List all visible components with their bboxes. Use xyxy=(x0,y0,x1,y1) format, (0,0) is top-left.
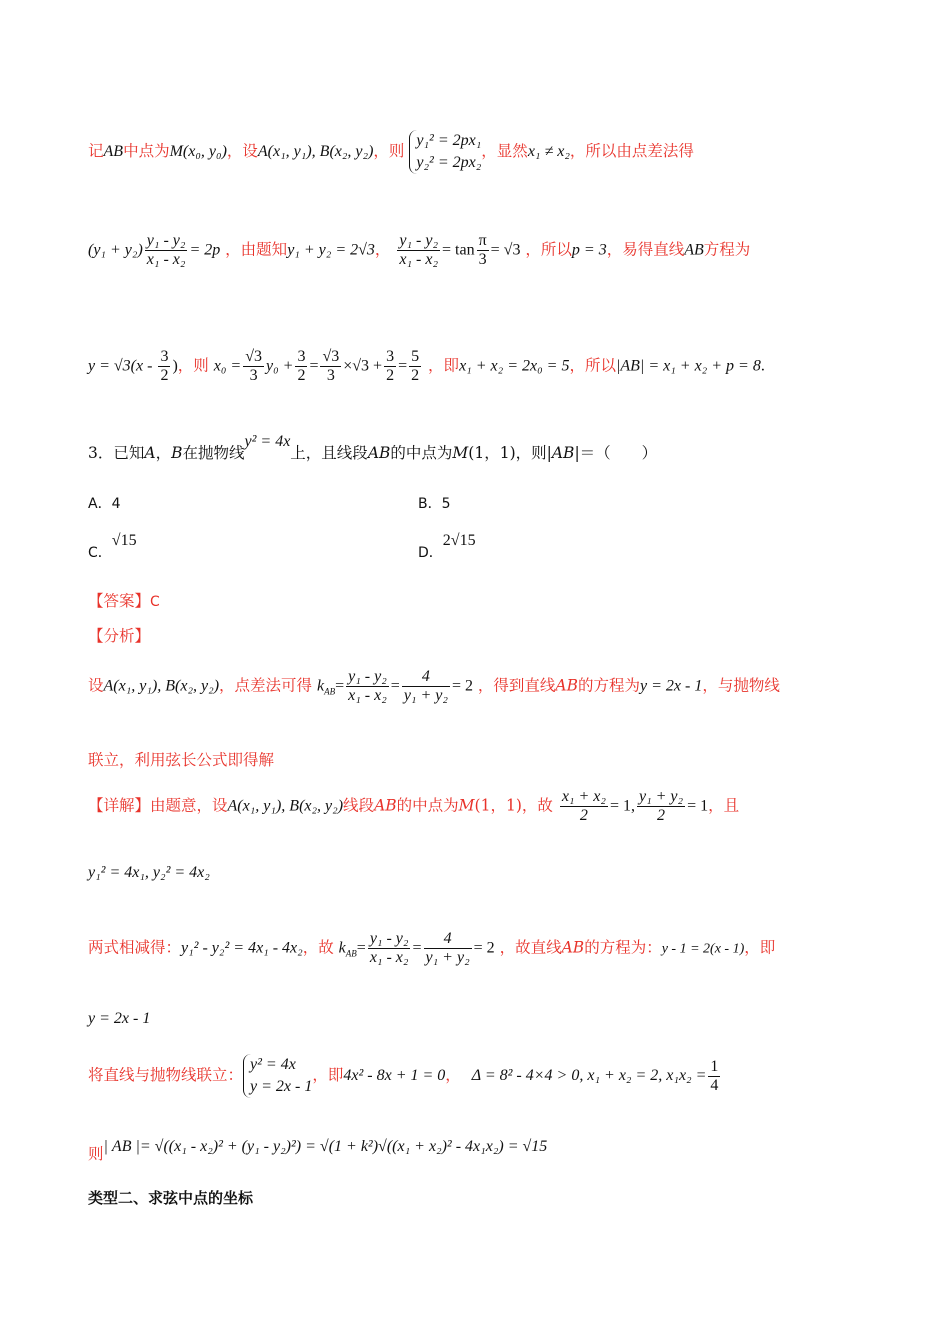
detail-squares: y₁² = 4x₁, y₂² = 4x₂ xyxy=(88,864,210,881)
line-point-difference: (y₁ + y₂) $\frac{\text{y₁ - y₂}}{\text{x₁ - x₂}}$ = 2p ，由题知y₁ + y₂ = 2√3， $\frac{\text{y₁ - y₂}}{\text{x₁ - x₂}}$ = tan $\frac{\pi}{3}$ = √3 ，所以p = 3，易得直线AB方程为 xyxy=(88,232,751,268)
option-b[interactable]: B．5 xyxy=(418,496,451,512)
analysis-line: 设A(x₁, y₁), B(x₂, y₂)，点差法可得 $k_{AB}=$ $\frac{\text{y₁ - y₂}}{\text{x₁ - x₂}}$ = $\frac{4}{\text{y₁ + y₂}}$ = 2 ，得到直线AB的方程为y = 2x - 1，与抛物线 xyxy=(88,668,780,704)
option-c[interactable]: C．√15 xyxy=(88,532,137,561)
fraction: $\frac{3}{2}$ xyxy=(160,348,169,384)
detail-chord-length: 则| AB |= √((x₁ - x₂)² + (y₁ - y₂)²) = √(1 + k²)√((x₁ + x₂)² - 4x₁x₂) = √15 xyxy=(88,1138,548,1163)
detail-line-1: 【详解】由题意，设A(x₁, y₁), B(x₂, y₂)线段AB的中点为M(1，1)，故 $\frac{\text{x₁ + x₂}}{2}$ = 1, $\frac{\text{y₁ + y₂}}{2}$ = 1，且 xyxy=(88,788,740,824)
equation-system: y₁² = 2px₁ y₂² = 2px₂ xyxy=(409,130,481,174)
analysis-line-2: 联立，利用弦长公式即得解 xyxy=(88,751,275,769)
detail-line-eq: y = 2x - 1 xyxy=(88,1010,151,1027)
option-a[interactable]: A．4 xyxy=(88,496,121,512)
fraction: $\frac{5}{2}$ xyxy=(411,348,420,384)
detail-simultaneous: 将直线与抛物线联立： y² = 4x y = 2x - 1 ，即4x² - 8x + 1 = 0， Δ = 8² - 4×4 > 0, x₁ + x₂ = 2, x₁x₂ = $\frac{1}{4}$ xyxy=(88,1054,722,1098)
fraction: $\frac{\text{y₁ - y₂}}{\text{x₁ - x₂}}$ xyxy=(348,668,387,704)
line-midpoint-setup: 记AB中点为M(x₀, y₀)，设A(x₁, y₁), B(x₂, y₂)，则 y₁² = 2px₁ y₂² = 2px₂ ，显然x₁ ≠ x₂，所以由点差法得 xyxy=(88,130,694,174)
section-title: 类型二、求弦中点的坐标 xyxy=(88,1189,254,1207)
fraction: $\frac{\text{y₁ + y₂}}{2}$ xyxy=(638,788,684,824)
fraction: $\frac{\text{y₁ - y₂}}{\text{x₁ - x₂}}$ xyxy=(369,930,409,966)
fraction: $\frac{\text{x₁ + x₂}}{2}$ xyxy=(561,788,606,824)
fraction: $\frac{\text{y₁ - y₂}}{\text{x₁ - x₂}}$ xyxy=(146,232,186,268)
detail-subtract: 两式相减得：y₁² - y₂² = 4x₁ - 4x₂，故 $k_{AB}=$ $\frac{\text{y₁ - y₂}}{\text{x₁ - x₂}}$ = $\frac{4}{\text{y₁ + y₂}}$ = 2 ，故直线AB的方程为：y - 1 = 2(x - 1)，即 xyxy=(88,930,776,966)
fraction: $\frac{4}{\text{y₁ + y₂}}$ xyxy=(425,930,470,966)
fraction: $\frac{3}{2}$ xyxy=(297,348,306,384)
fraction: $\frac{√3}{3}$ xyxy=(245,348,262,384)
fraction: $\frac{\text{y₁ - y₂}}{\text{x₁ - x₂}}$ xyxy=(399,232,438,268)
equation-system: y² = 4x y = 2x - 1 xyxy=(243,1054,312,1098)
answer-line: 【答案】C xyxy=(88,592,160,610)
line-compute-ab: y = √3(x - $\frac{3}{2}$ )，则 x₀ = $\frac{√3}{3}$ y₀ + $\frac{3}{2}$ = $\frac{√3}{3}$ ×√3 + $\frac{3}{2}$ = $\frac{5}{2}$ ，即x₁ + x₂ = 2x₀ = 5，所以|AB| = x₁ + x₂ + p = 8. xyxy=(88,348,765,384)
fraction: $\frac{1}{4}$ xyxy=(710,1057,719,1094)
fraction: $\frac{4}{\text{y₁ + y₂}}$ xyxy=(403,668,448,704)
fraction: $\frac{√3}{3}$ xyxy=(322,348,340,384)
analysis-label: 【分析】 xyxy=(88,627,151,645)
option-d[interactable]: D．2√15 xyxy=(418,532,476,561)
fraction: $\frac{\pi}{3}$ xyxy=(478,232,487,268)
fraction: $\frac{3}{2}$ xyxy=(386,348,395,384)
question-3: 3．已知A，B在抛物线y² = 4x上，且线段AB的中点为M(1，1)，则|AB|＝（ ） xyxy=(88,433,658,462)
